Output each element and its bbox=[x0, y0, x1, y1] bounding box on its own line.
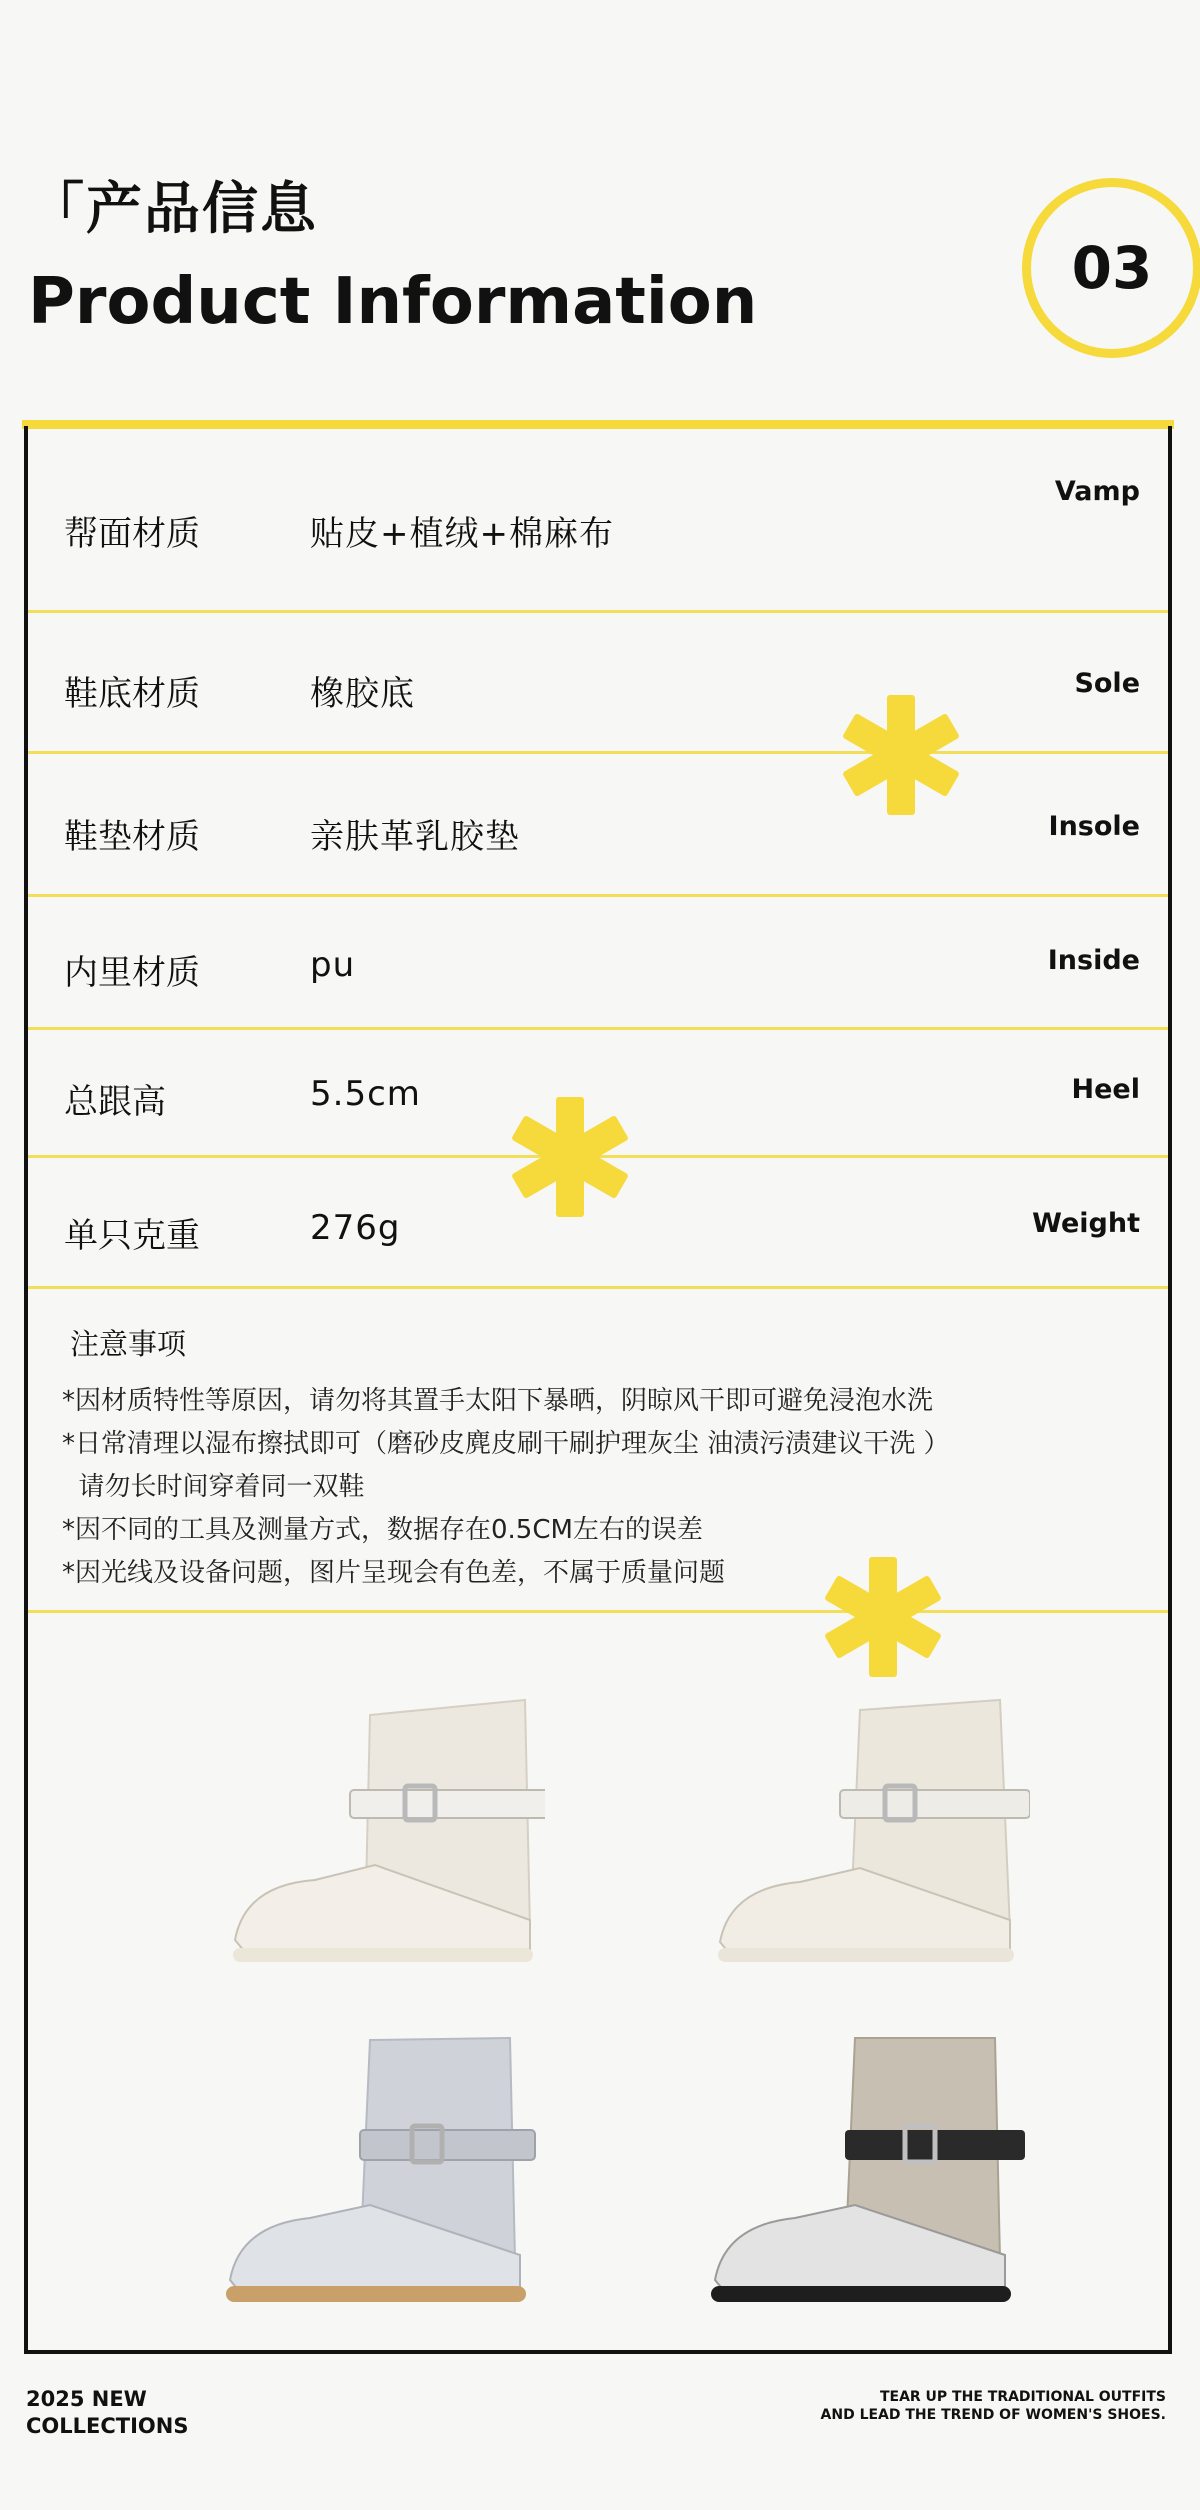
spec-row-vamp bbox=[28, 430, 1168, 610]
spec-value: 5.5cm bbox=[310, 1074, 421, 1114]
row-divider bbox=[28, 1286, 1168, 1289]
note-line: 请勿长时间穿着同一双鞋 bbox=[62, 1472, 365, 1502]
page-number-badge: 03 bbox=[1022, 178, 1200, 358]
spec-label-en: Sole bbox=[1074, 668, 1140, 699]
spec-value: 贴皮+植绒+棉麻布 bbox=[310, 514, 614, 554]
product-image-boot bbox=[220, 2030, 540, 2310]
note-line: *日常清理以湿布擦拭即可（磨砂皮麂皮刷干刷护理灰尘 油渍污渍建议干洗 ） bbox=[62, 1429, 950, 1459]
asterisk-icon bbox=[836, 690, 966, 820]
spec-value: 橡胶底 bbox=[310, 674, 415, 714]
spec-label-en: Heel bbox=[1071, 1074, 1140, 1105]
product-image-boot bbox=[710, 1690, 1030, 1970]
note-line: *因材质特性等原因，请勿将其置手太阳下暴晒，阴晾风干即可避免浸泡水洗 bbox=[62, 1386, 934, 1416]
spec-label-cn: 总跟高 bbox=[64, 1082, 166, 1122]
asterisk-icon bbox=[505, 1092, 635, 1222]
spec-label-en: Insole bbox=[1048, 811, 1140, 842]
spec-label-cn: 鞋垫材质 bbox=[64, 817, 200, 857]
spec-label-en: Inside bbox=[1047, 945, 1140, 976]
footer-line: 2025 NEW bbox=[26, 2387, 147, 2411]
notes-title: 注意事项 bbox=[70, 1327, 187, 1361]
asterisk-icon bbox=[818, 1552, 948, 1682]
spec-label-cn: 单只克重 bbox=[64, 1216, 200, 1256]
spec-label-cn: 内里材质 bbox=[64, 953, 200, 993]
row-divider bbox=[28, 1610, 1168, 1613]
spec-label-en: Weight bbox=[1032, 1208, 1140, 1239]
spec-value: 276g bbox=[310, 1208, 401, 1248]
spec-row-inside bbox=[28, 897, 1168, 1027]
footer-collection bbox=[26, 2386, 188, 2440]
spec-value: 亲肤革乳胶垫 bbox=[310, 817, 520, 857]
footer-line: AND LEAD THE TREND OF WOMEN'S SHOES. bbox=[820, 2407, 1166, 2423]
spec-row-sole bbox=[28, 613, 1168, 751]
product-image-boot bbox=[225, 1690, 545, 1970]
spec-label-en: Vamp bbox=[1054, 476, 1140, 507]
page-title-cn: 「产品信息 bbox=[28, 177, 318, 242]
note-line: *因光线及设备问题，图片呈现会有色差，不属于质量问题 bbox=[62, 1558, 726, 1588]
product-image-boot bbox=[705, 2030, 1025, 2310]
spec-label-cn: 鞋底材质 bbox=[64, 674, 200, 714]
spec-value: pu bbox=[310, 945, 356, 985]
note-line: *因不同的工具及测量方式，数据存在0.5CM左右的误差 bbox=[62, 1515, 703, 1545]
page-title-en: Product Information bbox=[28, 265, 758, 339]
footer-slogan bbox=[821, 2388, 1166, 2424]
spec-label-cn: 帮面材质 bbox=[64, 514, 200, 554]
footer-line: COLLECTIONS bbox=[26, 2414, 189, 2438]
footer-line: TEAR UP THE TRADITIONAL OUTFITS bbox=[879, 2389, 1166, 2405]
spec-row-insole bbox=[28, 754, 1168, 894]
